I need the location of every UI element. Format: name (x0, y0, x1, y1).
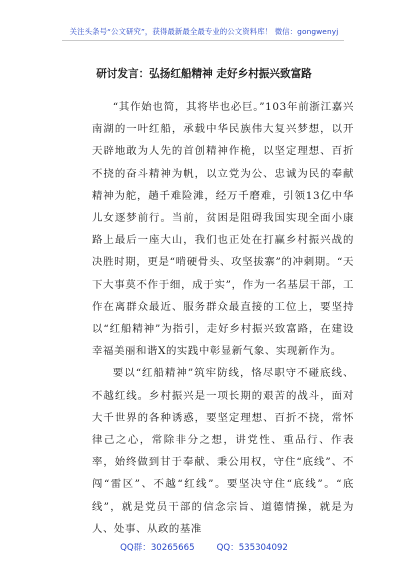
qq-group-label: QQ群： (120, 543, 151, 553)
header-divider (62, 40, 344, 41)
document-body (92, 96, 354, 540)
body-paragraph-1: “其作始也简，其将毕也必巨。”103年前浙江嘉兴南湖的一叶红船，承载中华民族伟大复兴梦想，以开天辟地敢为人先的首创精神作桅，以坚定理想、百折不挠的奋斗精神为帆，以立党为公、忠诚为民的奉献精神为舵，趟千难险滩，经万千磨难，引领13亿中华儿女逐梦前行。当前，贫困是阻碍我国实现全面小康路上最后一座大山，我们也正处在打赢乡村振兴战的决胜时期，更是“啃硬骨头、攻坚拔寨”的冲刺期。“天下大事莫不作于细，成于实”，作为一名基层干部，工作在离群众最近、服务群众最直接的工位上，要坚持以“红船精神”为指引，走好乡村振兴致富路，在建设幸福美丽和谐X的实践中彰显新气象、实现新作为。 (92, 101, 354, 358)
qq-number: 535304092 (238, 543, 288, 553)
body-paragraph-2: 要以“红船精神”筑牢防线，恪尽职守不碰底线、不越红线。乡村振兴是一项长期的艰苦的战斗，面对大千世界的各种诱惑，要坚定理想、百折不挠，常怀律己之心，常除非分之想，讲党性、重品行、作表率，始终做到甘于奉献、秉公用权，守住“底线”、不闯“雷区”、不越“红线”。要坚决守住“底线”。“底线”，就是党员干部的信念宗旨、道德情操，就是为人、处事、从政的基准 (92, 367, 354, 535)
footer-contact (0, 541, 408, 553)
qq-group-number: 30265665 (150, 543, 195, 553)
document-title: 研讨发言：弘扬红船精神 走好乡村振兴致富路 (96, 68, 312, 80)
header-banner: 关注头条号“公文研究”，获得最新最全最专业的公文资料库！ 微信：gongwenyj (69, 27, 339, 36)
qq-label: QQ： (216, 543, 239, 553)
